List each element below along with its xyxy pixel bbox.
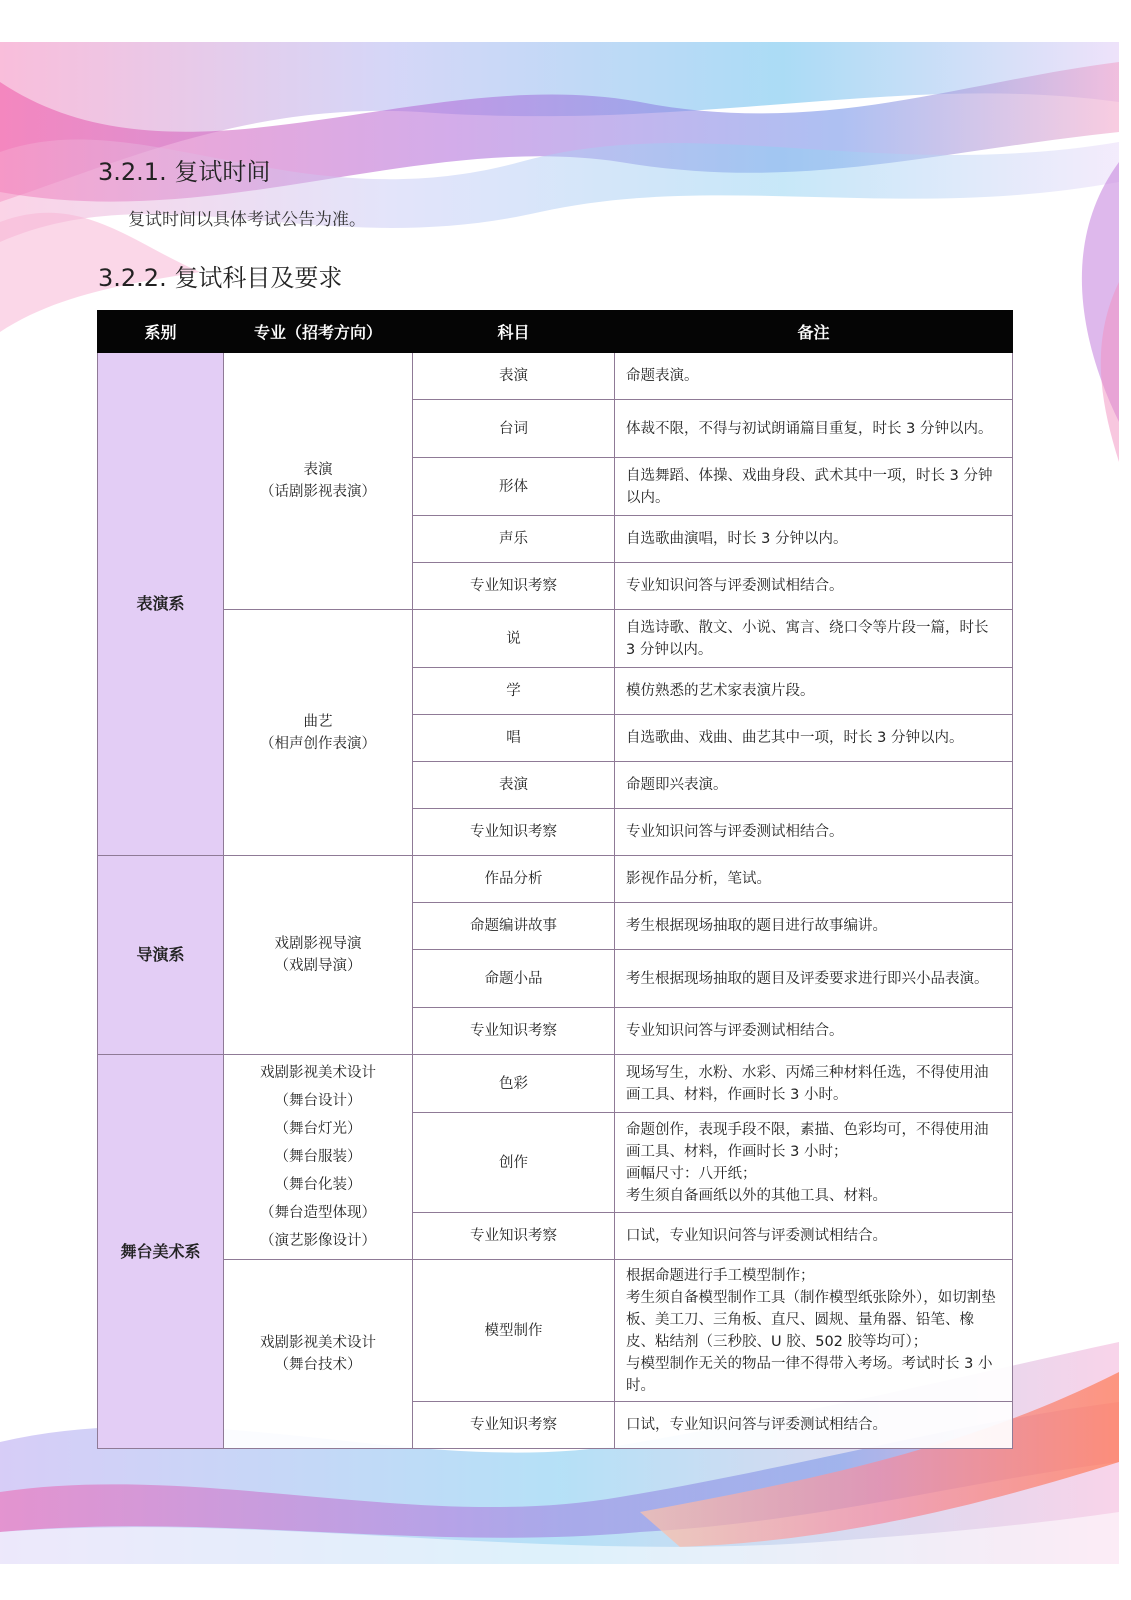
- subject-cell: 作品分析: [413, 856, 615, 903]
- subject-cell: 说: [413, 610, 615, 668]
- department-cell: 舞台美术系: [98, 1055, 224, 1449]
- table-row: [98, 856, 1013, 903]
- note-cell: [615, 1008, 1013, 1055]
- major-cell: [224, 856, 413, 1055]
- note-line: 口试，专业知识问答与评委测试相结合。: [626, 1417, 887, 1433]
- header-note: 备注: [615, 311, 1013, 353]
- subject-cell: 形体: [413, 458, 615, 516]
- table-body: [98, 353, 1013, 1449]
- subject-cell: 专业知识考察: [413, 1008, 615, 1055]
- note-line: 专业知识问答与评委测试相结合。: [626, 824, 844, 840]
- note-cell: [615, 950, 1013, 1008]
- note-line: 专业知识问答与评委测试相结合。: [626, 578, 844, 594]
- major-cell: [224, 1055, 413, 1260]
- note-line: 现场写生，水粉、水彩、丙烯三种材料任选，不得使用油画工具、材料，作画时长 3 小时。: [626, 1064, 989, 1103]
- header-subject: 科目: [413, 311, 615, 353]
- note-cell: [615, 563, 1013, 610]
- subject-cell: 模型制作: [413, 1260, 615, 1402]
- subject-cell: 专业知识考察: [413, 809, 615, 856]
- note-line: 自选舞蹈、体操、戏曲身段、武术其中一项，时长 3 分钟以内。: [626, 467, 993, 506]
- note-cell: [615, 610, 1013, 668]
- header-department: 系别: [98, 311, 224, 353]
- major-line: （演艺影像设计）: [260, 1233, 376, 1249]
- note-cell: [615, 809, 1013, 856]
- subject-cell: 创作: [413, 1113, 615, 1213]
- major-line: （舞台化装）: [274, 1177, 362, 1193]
- note-line: 画幅尺寸：八开纸；: [626, 1165, 757, 1182]
- note-line: 自选诗歌、散文、小说、寓言、绕口令等片段一篇，时长 3 分钟以内。: [626, 619, 989, 658]
- note-cell: [615, 856, 1013, 903]
- subject-cell: 专业知识考察: [413, 1213, 615, 1260]
- major-line: （舞台服装）: [274, 1149, 362, 1165]
- note-cell: [615, 903, 1013, 950]
- major-line: （舞台造型体现）: [260, 1205, 376, 1221]
- note-line: 与模型制作无关的物品一律不得带入考场。考试时长 3 小时。: [626, 1355, 993, 1394]
- subject-cell: 台词: [413, 400, 615, 458]
- note-cell: [615, 1055, 1013, 1113]
- note-cell: [615, 516, 1013, 563]
- table-row: [98, 1055, 1013, 1113]
- note-cell: [615, 1113, 1013, 1213]
- note-cell: [615, 1213, 1013, 1260]
- note-cell: [615, 715, 1013, 762]
- note-line: 命题创作，表现手段不限，素描、色彩均可，不得使用油画工具、材料，作画时长 3 小时；: [626, 1121, 989, 1160]
- major-line: （戏剧导演）: [274, 958, 362, 974]
- note-line: 考生根据现场抽取的题目进行故事编讲。: [626, 918, 887, 934]
- major-line: 戏剧影视导演: [274, 936, 362, 952]
- note-line: 考生根据现场抽取的题目及评委要求进行即兴小品表演。: [626, 970, 989, 987]
- major-cell: [224, 353, 413, 610]
- note-cell: [615, 668, 1013, 715]
- major-line: 戏剧影视美术设计: [260, 1335, 376, 1351]
- major-line: 曲艺: [303, 713, 333, 730]
- note-line: 模仿熟悉的艺术家表演片段。: [626, 683, 815, 699]
- note-cell: [615, 1260, 1013, 1402]
- table-row: [98, 1260, 1013, 1402]
- major-line: （舞台设计）: [274, 1093, 362, 1109]
- note-line: 自选歌曲、戏曲、曲艺其中一项，时长 3 分钟以内。: [626, 730, 964, 746]
- major-line: （相声创作表演）: [260, 735, 376, 752]
- subject-cell: 专业知识考察: [413, 563, 615, 610]
- major-line: （舞台技术）: [274, 1357, 362, 1373]
- subject-cell: 命题编讲故事: [413, 903, 615, 950]
- note-cell: [615, 458, 1013, 516]
- major-cell: [224, 610, 413, 856]
- major-cell: [224, 1260, 413, 1449]
- note-line: 体裁不限，不得与初试朗诵篇目重复，时长 3 分钟以内。: [626, 420, 993, 437]
- note-line: 口试，专业知识问答与评委测试相结合。: [626, 1228, 887, 1244]
- subject-cell: 表演: [413, 353, 615, 400]
- subject-cell: 命题小品: [413, 950, 615, 1008]
- note-cell: [615, 400, 1013, 458]
- note-line: 命题即兴表演。: [626, 777, 728, 793]
- note-cell: [615, 762, 1013, 809]
- table-row: [98, 353, 1013, 400]
- section-heading-retest-time: 3.2.1. 复试时间: [98, 158, 271, 186]
- retest-time-paragraph: 复试时间以具体考试公告为准。: [128, 210, 366, 230]
- subject-cell: 唱: [413, 715, 615, 762]
- department-cell: 表演系: [98, 353, 224, 856]
- note-cell: [615, 1402, 1013, 1449]
- table-header-row: [98, 311, 1013, 353]
- subject-cell: 色彩: [413, 1055, 615, 1113]
- retest-subjects-table: [97, 310, 1013, 1449]
- document-page: [0, 42, 1119, 1564]
- department-cell: 导演系: [98, 856, 224, 1055]
- table-row: [98, 610, 1013, 668]
- note-line: 命题表演。: [626, 368, 699, 384]
- subject-cell: 专业知识考察: [413, 1402, 615, 1449]
- note-line: 根据命题进行手工模型制作；: [626, 1267, 815, 1284]
- header-major: 专业（招考方向）: [224, 311, 413, 353]
- subject-cell: 声乐: [413, 516, 615, 563]
- subject-cell: 学: [413, 668, 615, 715]
- major-line: 表演: [303, 462, 333, 478]
- note-line: 考生须自备模型制作工具（制作模型纸张除外），如切割垫板、美工刀、三角板、直尺、圆规、量角器、铅笔、橡皮、粘结剂（三秒胶、U 胶、502 胶等均可）；: [626, 1289, 996, 1350]
- major-line: （舞台灯光）: [274, 1121, 362, 1137]
- note-cell: [615, 353, 1013, 400]
- subject-cell: 表演: [413, 762, 615, 809]
- major-line: （话剧影视表演）: [260, 484, 376, 500]
- note-line: 影视作品分析，笔试。: [626, 871, 771, 887]
- note-line: 自选歌曲演唱，时长 3 分钟以内。: [626, 531, 848, 547]
- note-line: 专业知识问答与评委测试相结合。: [626, 1023, 844, 1039]
- major-line: 戏剧影视美术设计: [260, 1065, 376, 1081]
- note-line: 考生须自备画纸以外的其他工具、材料。: [626, 1187, 887, 1204]
- section-heading-retest-subjects: 3.2.2. 复试科目及要求: [98, 264, 343, 292]
